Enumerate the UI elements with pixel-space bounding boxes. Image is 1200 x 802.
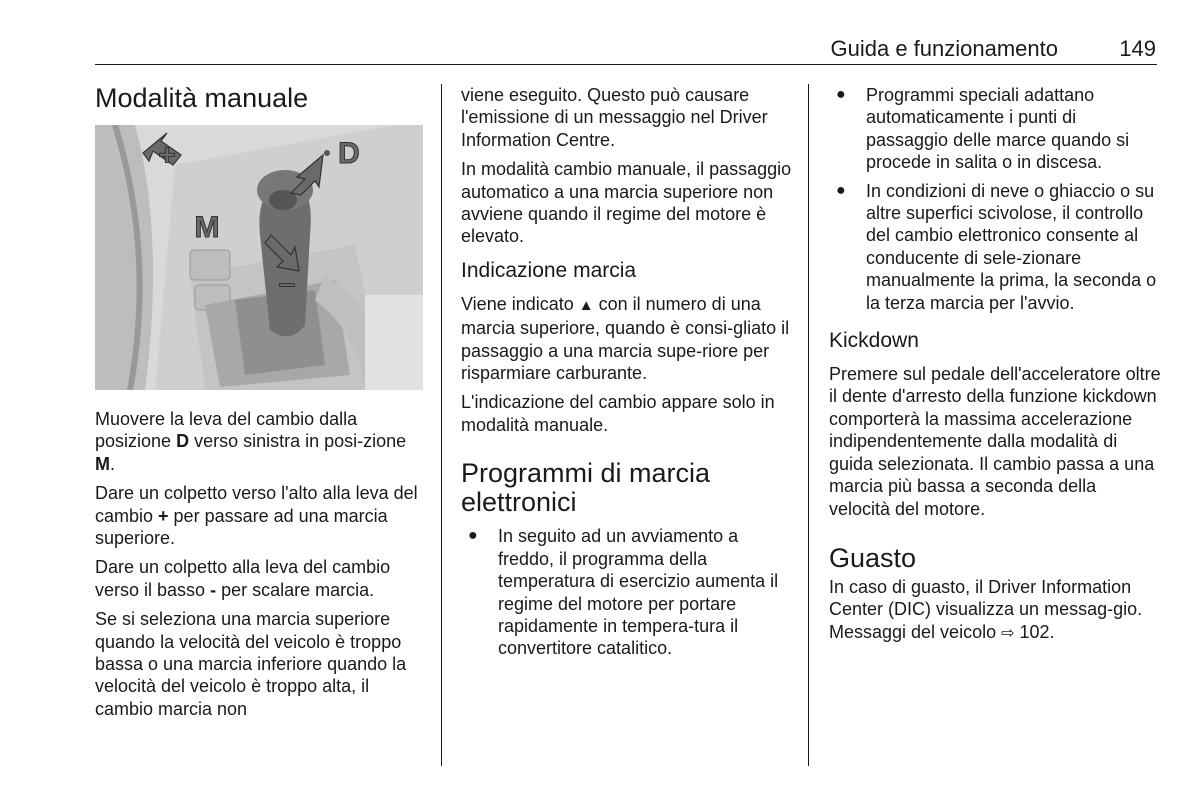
inline-bold-minus: -	[210, 579, 217, 600]
paragraph: In caso di guasto, il Driver Information Center (DIC) visualizza un messag-gio. Messaggi del veicolo ⇨ 102.	[829, 576, 1143, 642]
inline-bold-m: M	[95, 453, 110, 474]
bullet-list	[461, 525, 793, 659]
column-1-body	[95, 408, 425, 727]
paragraph: Dare un colpetto verso l'alto alla leva del cambio + per passare ad una marcia superiore.	[95, 483, 418, 549]
subheading-kickdown: Kickdown	[829, 329, 919, 353]
inline-bold-d: D	[176, 431, 190, 452]
header-rule	[95, 64, 1157, 65]
paragraph: Se si seleziona una marcia superiore quando la velocità del veicolo è troppo bassa o una marcia inferiore quando la velocità del veicolo è troppo alta, il cambio marcia non	[95, 609, 407, 719]
plus-label: +	[158, 139, 176, 172]
running-header-title: Guida e funzionamento	[830, 36, 1058, 61]
inline-bold-plus: +	[158, 505, 169, 526]
bullet-icon: ●	[836, 86, 846, 103]
bullet-icon: ●	[468, 527, 478, 545]
section-heading-electronic-programs: Programmi di marcia elettronici	[461, 458, 711, 518]
paragraph: L'indicazione del cambio appare solo in modalità manuale.	[461, 392, 775, 435]
section-heading-fault: Guasto	[829, 542, 917, 573]
column-2	[461, 84, 793, 667]
column-divider-1	[441, 84, 442, 766]
gear-lever-illustration	[95, 125, 423, 390]
cross-reference-arrow-icon: ⇨	[1001, 624, 1015, 642]
subheading-gear-indication: Indicazione marcia	[461, 258, 637, 282]
paragraph: In modalità cambio manuale, il passaggio automatico a una marcia superiore non avviene quando il regime del motore è elevato.	[461, 159, 792, 247]
list-item: ● In condizioni di neve o ghiaccio o su altre superfici scivolose, il controllo del cambio elettronico consente al conducente di sele-zionare manualmente la prima, la seconda o la terza marcia per l'avvio.	[836, 180, 1157, 313]
page-number: 149	[1119, 36, 1156, 61]
paragraph: Muovere la leva del cambio dalla posizione D verso sinistra in posi-zione M.	[95, 409, 407, 474]
manual-position-label: M	[194, 211, 220, 244]
paragraph: Viene indicato ▲ con il numero di una marcia superiore, quando è consi-gliato il passaggio a una marcia supe-riore per risparmiare carburante.	[461, 293, 790, 384]
list-item: ● In seguito ad un avviamento a freddo, il programma della temperatura di esercizio aumenta il regime del motore per portare rapidamente in tempera-tura il convertitore catalitico.	[468, 526, 779, 659]
section-heading-manual-mode: Modalità manuale	[95, 83, 309, 113]
upshift-triangle-icon: ▲	[578, 296, 594, 314]
column-divider-2	[808, 84, 809, 766]
paragraph: Dare un colpetto alla leva del cambio verso il basso - per scalare marcia.	[95, 557, 391, 600]
drive-position-label: D	[338, 137, 360, 170]
bullet-list	[829, 84, 1161, 314]
column-3	[829, 84, 1161, 652]
list-item: ● Programmi speciali adattano automaticamente i punti di passaggio delle marce quando si procede in salita o in discesa.	[836, 85, 1130, 173]
paragraph: Premere sul pedale dell'acceleratore oltre il dente d'arresto della funzione kickdown comporterà la massima accelerazione indipendentemente dalla modalità di guida selezionata. Il cambio passa a una marcia più bassa a seconda della velocità del motore.	[829, 364, 1161, 519]
column-1	[95, 84, 425, 113]
bullet-icon: ●	[836, 181, 846, 199]
paragraph: viene eseguito. Questo può causare l'emissione di un messaggio nel Driver Information Centre.	[461, 85, 768, 150]
minus-label: –	[278, 267, 296, 300]
